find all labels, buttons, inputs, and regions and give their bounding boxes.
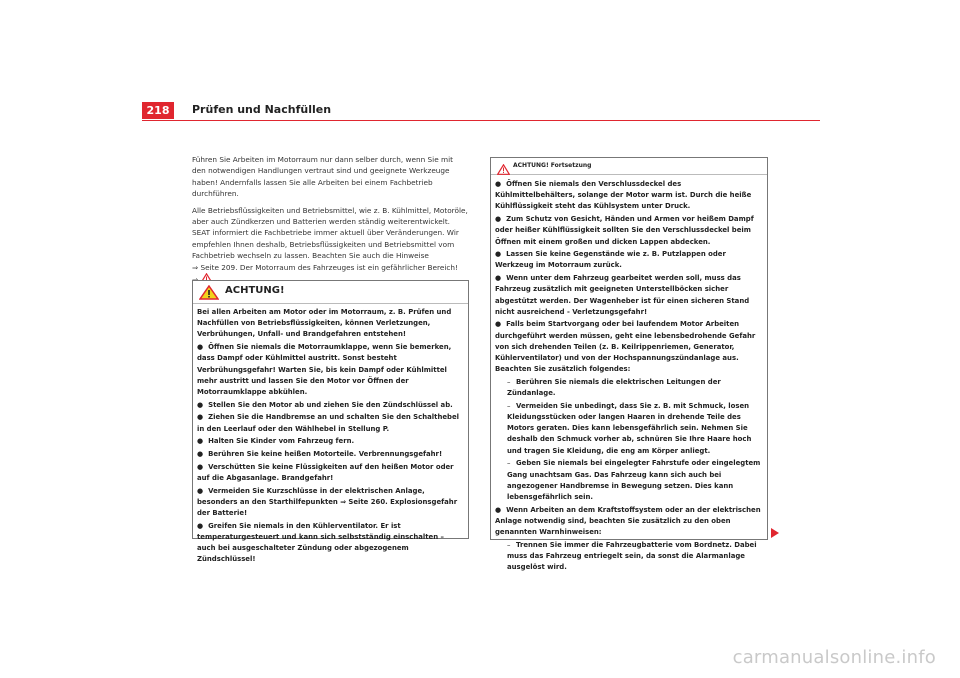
warning-item: ● Berühren Sie keine heißen Motorteile. Verbrennungsgefahr!: [197, 449, 464, 460]
warning-item: ● Wenn Arbeiten an dem Kraftstoffsystem oder an der elektrischen Anlage notwendig sind, beachten Sie zusätzlich zu den oben genannten Warnhinweisen:: [495, 505, 763, 539]
warning-subitem: [495, 540, 763, 574]
warning-item: ● Wenn unter dem Fahrzeug gearbeitet werden soll, muss das Fahrzeug zusätzlich mit geeigneten Unterstellböcken sicher abgestützt werden. Der Wagenheber ist für einen sicheren Stand nicht ausreichend - Verletzungsgefahr!: [495, 273, 763, 318]
page-number: 218: [142, 102, 174, 119]
warning-item: ● Greifen Sie niemals in den Kühlerventilator. Er ist temperaturgesteuert und kann sich selbstständig einschalten – auch bei ausgeschalteter Zündung oder abgezogenem Zündschlüssel!: [197, 521, 464, 566]
intro-paragraph-2: [192, 205, 468, 288]
warning-subitem: [495, 458, 763, 503]
warning-item: ● Lassen Sie keine Gegenstände wie z. B. Putzlappen oder Werkzeug im Motorraum zurück.: [495, 249, 763, 271]
warning-item: ● Zum Schutz von Gesicht, Händen und Armen vor heißem Dampf oder heißer Kühlflüssigkeit sollten Sie den Verschlussdeckel beim Öffnen mit einem großen und dicken Lappen abdecken.: [495, 214, 763, 248]
watermark: carmanualsonline.info: [732, 647, 936, 668]
warning-item: ● Falls beim Startvorgang oder bei laufendem Motor Arbeiten durchgeführt werden müssen, geht eine lebensbedrohende Gefahr von sich drehenden Teilen (z. B. Keilrippenriemen, Generator, Kühlerventilator) und von der Hochspannungszündanlage aus. Beachten Sie zusätzlich folgendes:: [495, 319, 763, 375]
warning-subitem-text: Trennen Sie immer die Fahrzeugbatterie vom Bordnetz. Dabei muss das Fahrzeug entriegelt sein, da sonst die Alarmanlage ausgelöst wird.: [507, 540, 757, 572]
dash: –: [507, 377, 511, 386]
warning-item: ● Stellen Sie den Motor ab und ziehen Sie den Zündschlüssel ab.: [197, 400, 464, 411]
intro-text: [192, 154, 468, 292]
warning-item: ● Ziehen Sie die Handbremse an und schalten Sie den Schalthebel in den Leerlauf oder den Wählhebel in Stellung P.: [197, 412, 464, 434]
warning-subitem-text: Geben Sie niemals bei eingelegter Fahrstufe oder eingelegtem Gang unachtsam Gas. Das Fahrzeug kann sich auch bei angezogener Handbremse in Bewegung setzen. Dies kann lebensgefährlich sein.: [507, 459, 761, 501]
warning-subitem: [495, 401, 763, 457]
warning-heading: ACHTUNG!: [225, 285, 285, 296]
warning-item: ● Öffnen Sie niemals die Motorraumklappe, wenn Sie bemerken, dass Dampf oder Kühlmittel austritt. Sonst besteht Verbrühungsgefahr! Warten Sie, bis kein Dampf oder Kühlmittel mehr austritt und lassen Sie den Motor vor Öffnen der Motorraumklappe abkühlen.: [197, 342, 464, 398]
warning-header: [193, 281, 468, 304]
warning-continued-heading: ACHTUNG! Fortsetzung: [513, 162, 592, 169]
warning-item: ● Halten Sie Kinder vom Fahrzeug fern.: [197, 436, 464, 447]
warning-triangle-icon: [199, 285, 219, 304]
warning-item: ● Verschütten Sie keine Flüssigkeiten auf den heißen Motor oder auf die Abgasanlage. Brandgefahr!: [197, 462, 464, 484]
warning-body: [197, 307, 464, 567]
intro-paragraph-1: Führen Sie Arbeiten im Motorraum nur dann selber durch, wenn Sie mit den notwendigen Handlungen vertraut sind und geeignete Werkzeuge haben! Andernfalls lassen Sie alle Arbeiten bei einem Fachbetrieb durchführen.: [192, 155, 454, 199]
warning-subitem: [495, 377, 763, 399]
warning-subitem-text: Vermeiden Sie unbedingt, dass Sie z. B. mit Schmuck, losen Kleidungsstücken oder langen Haaren in drehende Teile des Motors geraten. Dies kann lebensgefährlich sein. Nehmen Sie deshalb den Schmuck vorher ab, schnüren Sie Ihre Haare hoch und tragen Sie Kleidung, die eng am Körper anliegt.: [507, 401, 752, 455]
header-divider: [142, 120, 820, 121]
section-title: Prüfen und Nachfüllen: [192, 103, 332, 116]
ref-arrow: ⇒: [192, 262, 199, 272]
warning-continued-body: [495, 179, 763, 575]
dash: –: [507, 459, 511, 468]
warning-box-left: [192, 280, 469, 564]
warning-item: ● Öffnen Sie niemals den Verschlussdeckel des Kühlmittelbehälters, solange der Motor warm ist. Durch die heiße Kühlflüssigkeit steht das Kühlsystem unter Druck.: [495, 179, 763, 213]
warning-triangle-icon: [497, 160, 510, 179]
warning-intro: Bei allen Arbeiten am Motor oder im Motorraum, z. B. Prüfen und Nachfüllen von Betriebsflüssigkeiten, können Verletzungen, Verbrühungen, Unfall- und Brandgefahren entstehen!: [197, 308, 452, 339]
intro-paragraph-2-text: Alle Betriebsflüssigkeiten und Betriebsmittel, wie z. B. Kühlmittel, Motoröle, aber auch Zündkerzen und Batterien werden ständig weiterentwickelt. SEAT informiert die Fachbetriebe immer aktuell über Veränderungen. Wir empfehlen Ihnen deshalb, Betriebsflüssigkeiten und Betriebsmittel vom Fachbetrieb wechseln zu lassen. Beachten Sie auch die Hinweise: [192, 205, 468, 261]
warning-subitem-text: Berühren Sie niemals die elektrischen Leitungen der Zündanlage.: [507, 377, 721, 398]
dash: –: [507, 401, 511, 410]
dash: –: [507, 540, 511, 549]
warning-box-right: [490, 157, 768, 572]
warning-continued-header: [491, 158, 767, 175]
continue-arrow-icon[interactable]: [771, 528, 779, 538]
page-reference[interactable]: Seite 209. Der Motorraum des Fahrzeuges ist ein gefährlicher Bereich!: [200, 262, 458, 272]
warning-item: ● Vermeiden Sie Kurzschlüsse in der elektrischen Anlage, besonders an den Starthilfepunkten ⇒ Seite 260. Explosionsgefahr der Batterie!: [197, 486, 464, 520]
